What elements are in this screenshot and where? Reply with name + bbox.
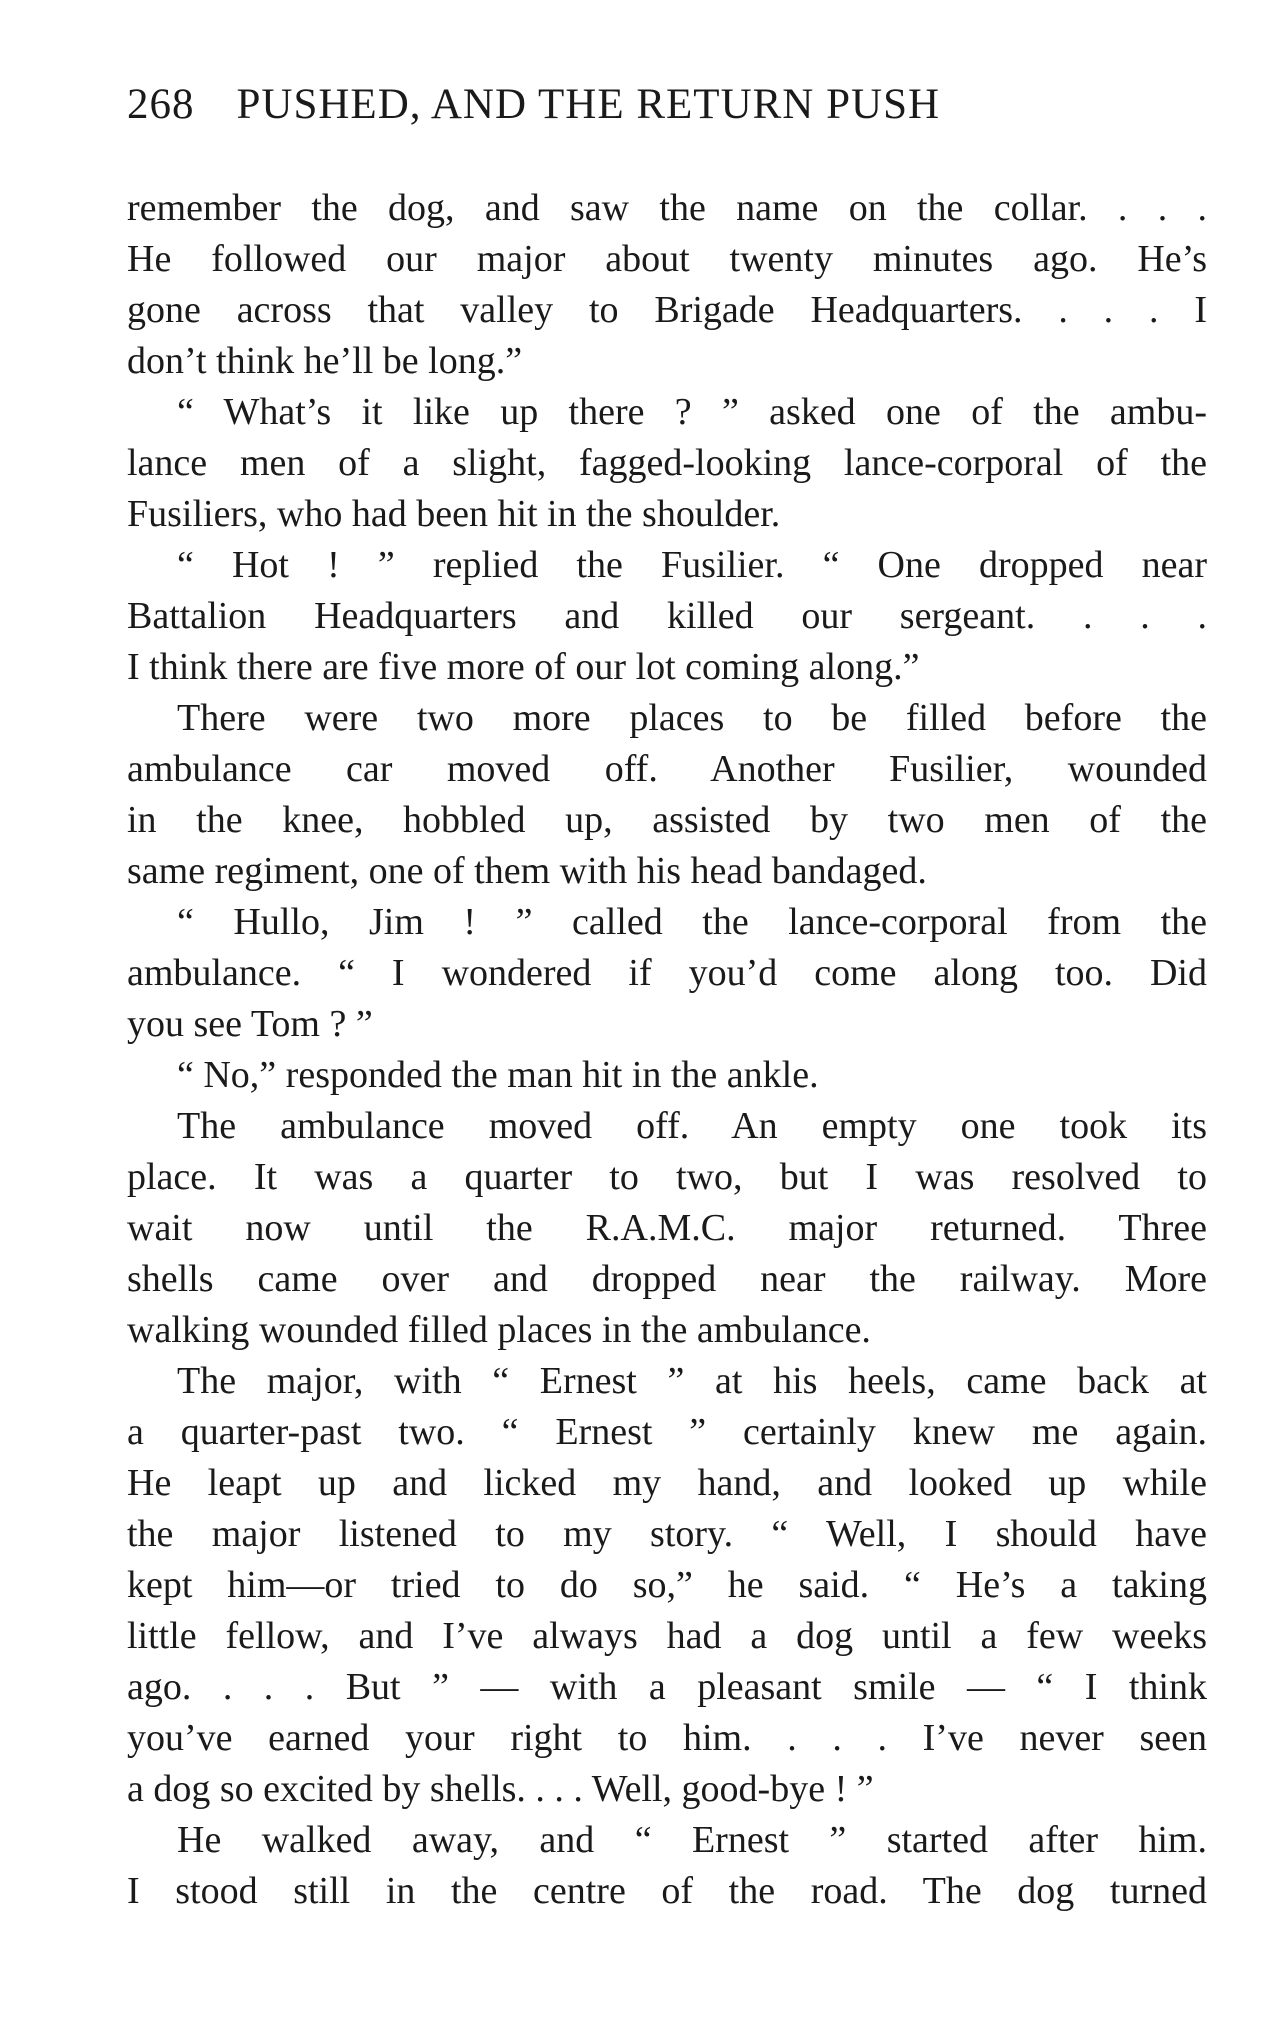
text-line: “ Hot ! ” replied the Fusilier. “ One dropped near <box>177 544 1207 586</box>
text-line: same regiment, one of them with his head bandaged. <box>127 850 927 892</box>
body-text <box>127 183 1207 1917</box>
text-line: The ambulance moved off. An empty one took its <box>177 1105 1207 1147</box>
text-line: Fusiliers, who had been hit in the shoulder. <box>127 493 781 535</box>
text-line: ambulance. “ I wondered if you’d come along too. Did <box>127 952 1207 994</box>
text-line: remember the dog, and saw the name on the collar. . . . <box>127 187 1207 229</box>
text-line: ambulance car moved off. Another Fusilier, wounded <box>127 748 1207 790</box>
text-line: kept him—or tried to do so,” he said. “ He’s a taking <box>127 1564 1207 1606</box>
text-line: He walked away, and “ Ernest ” started after him. <box>177 1819 1207 1861</box>
text-line: “ Hullo, Jim ! ” called the lance-corporal from the <box>177 901 1207 943</box>
page-number: 268 <box>127 81 195 128</box>
text-line: in the knee, hobbled up, assisted by two men of the <box>127 799 1207 841</box>
text-line: place. It was a quarter to two, but I was resolved to <box>127 1156 1207 1198</box>
text-line: The major, with “ Ernest ” at his heels, came back at <box>177 1360 1207 1402</box>
running-head: PUSHED, AND THE RETURN PUSH <box>236 81 941 128</box>
text-line: walking wounded filled places in the ambulance. <box>127 1309 871 1351</box>
text-line: you see Tom ? ” <box>127 1003 373 1045</box>
text-line: you’ve earned your right to him. . . . I’ve never seen <box>127 1717 1207 1759</box>
text-line: a dog so excited by shells. . . . Well, good-bye ! ” <box>127 1768 874 1810</box>
text-line: the major listened to my story. “ Well, I should have <box>127 1513 1207 1555</box>
text-line: little fellow, and I’ve always had a dog until a few weeks <box>127 1615 1207 1657</box>
text-line: “ What’s it like up there ? ” asked one of the ambu- <box>177 391 1207 433</box>
page-header <box>127 80 1087 140</box>
text-line: Battalion Headquarters and killed our sergeant. . . . <box>127 595 1207 637</box>
text-line: lance men of a slight, fagged-looking lance-corporal of the <box>127 442 1207 484</box>
text-line: ago. . . . But ” — with a pleasant smile — “ I think <box>127 1666 1207 1708</box>
text-line: There were two more places to be filled before the <box>177 697 1207 739</box>
text-line: gone across that valley to Brigade Headquarters. . . . I <box>127 289 1207 331</box>
text-line: don’t think he’ll be long.” <box>127 340 523 382</box>
text-line: I stood still in the centre of the road. The dog turned <box>127 1870 1207 1912</box>
text-line: shells came over and dropped near the railway. More <box>127 1258 1207 1300</box>
text-line: He leapt up and licked my hand, and looked up while <box>127 1462 1207 1504</box>
text-line: He followed our major about twenty minutes ago. He’s <box>127 238 1207 280</box>
text-line: “ No,” responded the man hit in the ankle. <box>177 1054 819 1096</box>
text-line: a quarter-past two. “ Ernest ” certainly knew me again. <box>127 1411 1207 1453</box>
text-line: wait now until the R.A.M.C. major returned. Three <box>127 1207 1207 1249</box>
text-line: I think there are five more of our lot coming along.” <box>127 646 920 688</box>
